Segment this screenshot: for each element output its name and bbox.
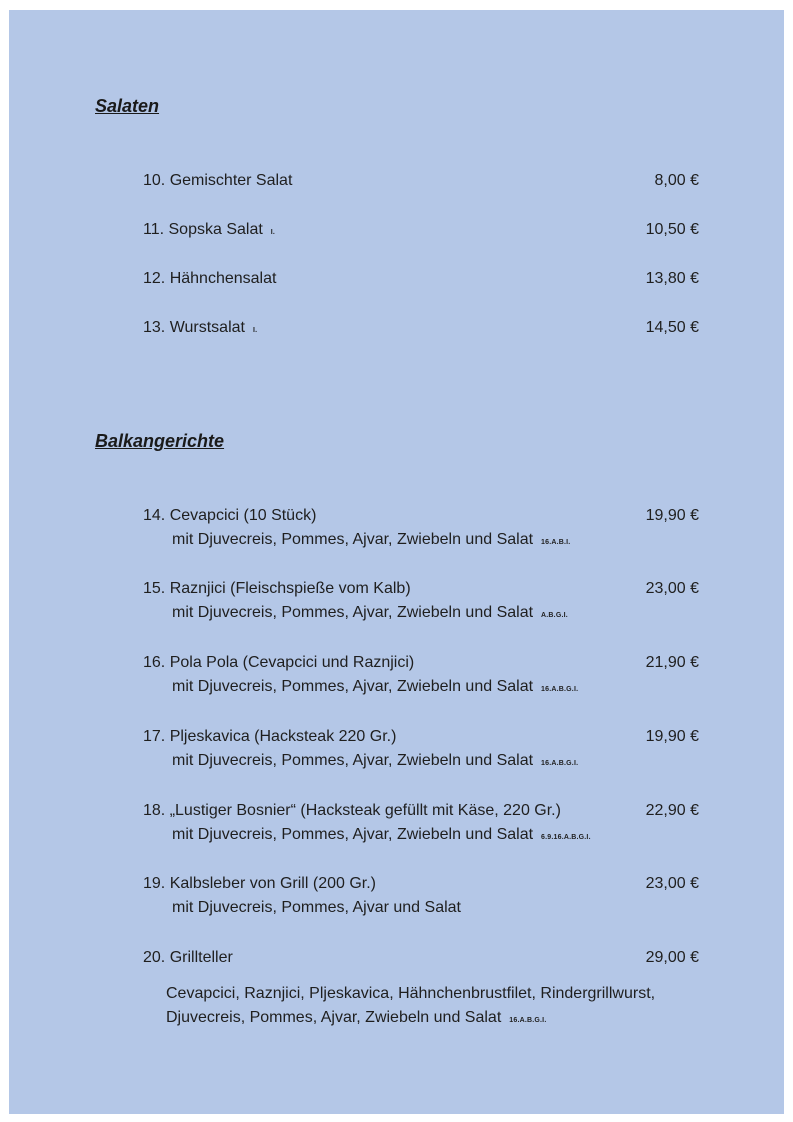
item-name: 13. Wurstsalat [143,319,245,336]
menu-page [9,10,784,1114]
allergen-code: I. [252,327,258,334]
allergen-code: I. [270,229,276,236]
item-price: 23,00 € [645,875,699,892]
item-name: 20. Grillteller [143,949,233,966]
item-price: 10,50 € [645,221,699,238]
item-price: 21,90 € [645,654,699,671]
allergen-code: 6.9.16.A.B.G.I. [541,834,591,841]
item-description: mit Djuvecreis, Pommes, Ajvar, Zwiebeln und Salat [172,678,534,695]
menu-item [143,218,699,245]
menu-item [143,725,699,776]
allergen-code: 16.A.B.G.I. [509,1017,547,1024]
item-name: 18. „Lustiger Bosnier“ (Hacksteak gefüllt mit Käse, 220 Gr.) [143,802,561,819]
item-name: 14. Cevapcici (10 Stück) [143,507,317,524]
menu-item [143,577,699,628]
item-description: Cevapcici, Raznjici, Pljeskavica, Hähnchenbrustfilet, Rindergrillwurst, Djuvecreis, Pommes, Ajvar, Zwiebeln und Salat [166,985,656,1026]
menu-item [143,651,699,702]
menu-item [143,872,699,923]
item-price: 22,90 € [645,802,699,819]
item-name: 11. Sopska Salat [143,221,263,238]
item-price: 14,50 € [645,319,699,336]
item-name: 12. Hähnchensalat [143,270,277,287]
item-price: 29,00 € [645,949,699,966]
item-description: mit Djuvecreis, Pommes, Ajvar, Zwiebeln und Salat [172,826,534,843]
item-price: 13,80 € [645,270,699,287]
item-price: 19,90 € [645,728,699,745]
item-name: 10. Gemischter Salat [143,172,293,189]
item-price: 19,90 € [645,507,699,524]
menu-item [143,504,699,555]
allergen-code: A.B.G.I. [541,612,568,619]
menu-item [143,169,699,196]
item-description: mit Djuvecreis, Pommes, Ajvar, Zwiebeln und Salat [172,752,534,769]
item-description: mit Djuvecreis, Pommes, Ajvar und Salat [172,899,461,916]
menu-item [143,267,699,294]
allergen-code: 16.A.B.G.I. [541,686,579,693]
menu-item [143,946,699,1033]
allergen-code: 16.A.B.I. [541,539,571,546]
allergen-code: 16.A.B.G.I. [541,760,579,767]
item-name: 17. Pljeskavica (Hacksteak 220 Gr.) [143,728,397,745]
menu-item [143,316,699,343]
item-description: mit Djuvecreis, Pommes, Ajvar, Zwiebeln und Salat [172,531,534,548]
item-name: 15. Raznjici (Fleischspieße vom Kalb) [143,580,411,597]
item-description: mit Djuvecreis, Pommes, Ajvar, Zwiebeln und Salat [172,604,534,621]
item-name: 19. Kalbsleber von Grill (200 Gr.) [143,875,376,892]
section-title-salaten: Salaten [95,96,160,116]
item-price: 8,00 € [654,172,699,189]
item-name: 16. Pola Pola (Cevapcici und Raznjici) [143,654,415,671]
item-price: 23,00 € [645,580,699,597]
menu-item [143,799,699,850]
section-title-balkangerichte: Balkangerichte [95,431,225,451]
